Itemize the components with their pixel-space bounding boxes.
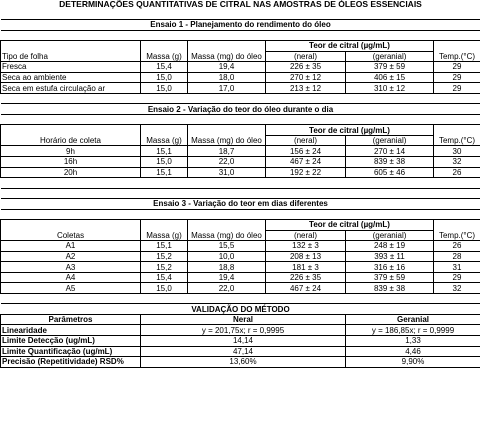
teor-header: Teor de citral (µg/mL) — [266, 125, 434, 136]
col-label: Coletas — [1, 230, 141, 241]
table-row: 9h 15,1 18,7 156 ± 24 270 ± 14 30 — [1, 146, 480, 157]
table-row: A1 15,1 15,5 132 ± 3 248 ± 19 26 — [1, 241, 480, 252]
table-row: Fresca 15,4 19,4 226 ± 35 379 ± 59 29 — [1, 62, 480, 73]
table-row: Limite Detecção (ug/mL) 14,14 1,33 — [1, 336, 480, 347]
ensaio1-heading: Ensaio 1 - Planejamento do rendimento do óleo — [1, 20, 480, 31]
col-massa-g: Massa (g) — [141, 230, 188, 241]
col-geranial: (geranial) — [346, 51, 434, 62]
ensaio3-heading: Ensaio 3 - Variação do teor em dias diferentes — [1, 199, 480, 210]
teor-header: Teor de citral (µg/mL) — [266, 220, 434, 231]
col-massa-g: Massa (g) — [141, 51, 188, 62]
table-row: Limite Quantificação (ug/mL) 47,14 4,46 — [1, 346, 480, 357]
table-row: 16h 15,0 22,0 467 ± 24 839 ± 38 32 — [1, 156, 480, 167]
col-neral-header: Neral — [141, 314, 346, 325]
col-massa-mg: Massa (mg) do óleo — [188, 230, 266, 241]
col-geranial: (geranial) — [346, 230, 434, 241]
table-row: Seca em estufa circulação ar 15,0 17,0 213 ± 12 310 ± 12 29 — [1, 83, 480, 94]
table-row: A4 15,4 19,4 226 ± 35 379 ± 59 29 — [1, 272, 480, 283]
table-row: A3 15,2 18,8 181 ± 3 316 ± 16 31 — [1, 262, 480, 273]
col-neral: (neral) — [266, 51, 346, 62]
col-massa-mg: Massa (mg) do óleo — [188, 51, 266, 62]
col-neral: (neral) — [266, 230, 346, 241]
ensaio2-heading: Ensaio 2 - Variação do teor do óleo durante o dia — [1, 104, 480, 115]
table-row: Seca ao ambiente 15,0 18,0 270 ± 12 406 ± 15 29 — [1, 72, 480, 83]
col-temp: Temp.(°C) — [434, 230, 480, 241]
validacao-heading: VALIDAÇÃO DO MÉTODO — [1, 304, 480, 315]
page-title: DETERMINAÇÕES QUANTITATIVAS DE CITRAL NAS AMOSTRAS DE ÓLEOS ESSENCIAIS — [59, 0, 422, 10]
table-row: 20h 15,1 31,0 192 ± 22 605 ± 46 26 — [1, 167, 480, 178]
table-row: A5 15,0 22,0 467 ± 24 839 ± 38 32 — [1, 283, 480, 294]
col-temp: Temp.(°C) — [434, 51, 480, 62]
col-geranial: (geranial) — [346, 135, 434, 146]
table-row: Precisão (Repetitividade) RSD% 13,60% 9,90% — [1, 357, 480, 368]
col-geranial-header: Geranial — [346, 314, 480, 325]
table-row: Linearidade y = 201,75x; r = 0,9995 y = 186,85x; r = 0,9999 — [1, 325, 480, 336]
col-label: Tipo de folha — [1, 51, 141, 62]
teor-header: Teor de citral (µg/mL) — [266, 41, 434, 52]
col-neral: (neral) — [266, 135, 346, 146]
table-row: A2 15,2 10,0 208 ± 13 393 ± 11 28 — [1, 251, 480, 262]
col-massa-g: Massa (g) — [141, 135, 188, 146]
col-massa-mg: Massa (mg) do óleo — [188, 135, 266, 146]
col-temp: Temp.(°C) — [434, 135, 480, 146]
col-parametros: Parâmetros — [1, 314, 141, 325]
col-label: Horário de coleta — [1, 135, 141, 146]
